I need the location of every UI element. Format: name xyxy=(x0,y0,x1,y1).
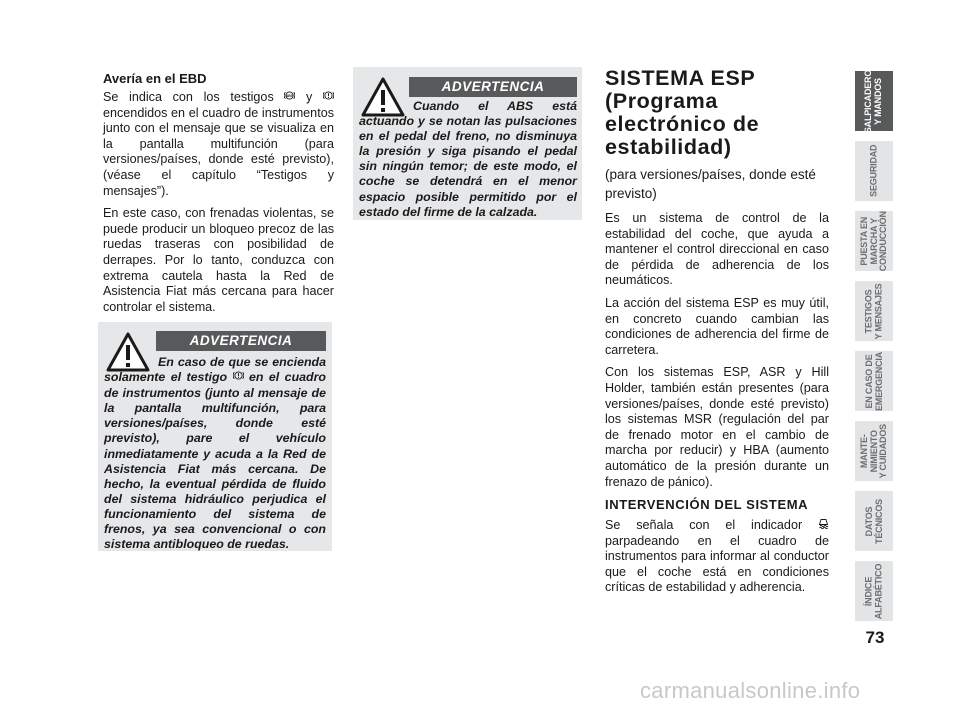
ebd-heading: Avería en el EBD xyxy=(103,71,207,86)
esp-paragraph-2: La acción del sistema ESP es muy útil, en concreto cuando cambian las condiciones de adherencia del firme de carretera. xyxy=(605,295,829,357)
brake-warning-icon xyxy=(233,372,244,384)
warning-box-ebd xyxy=(98,322,332,551)
abs-warning-icon xyxy=(284,90,295,104)
ebd-paragraph-2: En este caso, con frenadas violentas, se puede producir un bloqueo precoz de las ruedas traseras con posibilidad de derrapes. Por lo tanto, conduzca con extrema cautela hasta la Red de Asistencia Fiat más cercana para hacer controlar el sistema. xyxy=(103,206,334,314)
tab-salpicadero-y-mandos[interactable]: SALPICADERO Y MANDOS xyxy=(855,71,893,131)
warning-ebd-text: En caso de que se encienda solamente el testigo en el cuadro de instrumentos (junto al mensaje de la pantalla multifunción, para versiones/países, donde esté previsto), pare el vehículo inmediatamente y acuda a la Red de Asistencia Fiat más cercana. De hecho, la eventual pérdida de fluido del sistema hidráulico perjudica el funcionamiento del sistema de frenos, ya sea convencional o con sistema antibloqueo de ruedas. xyxy=(104,355,326,552)
brake-warning-icon xyxy=(323,90,334,104)
warning-label: ADVERTENCIA xyxy=(409,77,577,97)
svg-text:ABS: ABS xyxy=(286,94,294,98)
tab-en-caso-de-emergencia[interactable]: EN CASO DE EMERGENCIA xyxy=(855,351,893,411)
tab-puesta-en-marcha[interactable]: PUESTA EN MARCHA Y CONDUCCIÓN xyxy=(855,211,893,271)
ebd-failure-section xyxy=(103,71,334,322)
tab-seguridad[interactable]: SEGURIDAD xyxy=(855,141,893,201)
warning-box-abs xyxy=(353,67,582,220)
system-intervention-heading: INTERVENCIÓN DEL SISTEMA xyxy=(605,497,809,513)
tab-indice-alfabetico[interactable]: ÍNDICE ALFABÉTICO xyxy=(855,561,893,621)
warning-abs-text: Cuando el ABS está actuando y se notan las pulsaciones en el pedal del freno, no disminuya la presión y siga pisando el pedal sin ningún temor; de este modo, el coche se detendrá en el menor espacio posible permitido por el estado del firme de la calzada. xyxy=(359,99,577,219)
warning-label: ADVERTENCIA xyxy=(156,331,326,351)
page-number: 73 xyxy=(865,628,885,647)
tab-mantenimiento[interactable]: MANTE- NIMIENTO Y CUIDADOS xyxy=(855,421,893,481)
esp-subtitle: (para versiones/países, donde esté previsto) xyxy=(605,167,816,201)
esp-paragraph-1: Es un sistema de control de la estabilidad del coche, que ayuda a mantener el control direccional en caso de pérdida de adherencia de los neumáticos. xyxy=(605,211,829,288)
esp-paragraph-3: Con los sistemas ESP, ASR y Hill Holder, también están presentes (para versiones/países, donde esté previsto) los sistemas MSR (regulación del par de frenado motor en el cambio de marcha por reducir) y HBA (aumento automático de la presión durante un frenazo de pánico). xyxy=(605,365,829,489)
esp-section xyxy=(605,67,829,603)
esp-paragraph-4: Se señala con el indicador parpadeando en el cuadro de instrumentos para informar al conductor que el coche está en condiciones críticas de estabilidad y adherencia. xyxy=(605,518,829,595)
ebd-paragraph-1: Se indica con los testigos ABS y encendidos en el cuadro de instrumentos junto con el mensaje que se visualiza en la pantalla multifunción (para versiones/países, donde esté previsto), (véase el capítulo “Testigos y mensajes”). xyxy=(103,90,334,198)
tab-testigos-y-mensajes[interactable]: TESTIGOS Y MENSAJES xyxy=(855,281,893,341)
esp-title: SISTEMA ESP (Programa electrónico de estabilidad) xyxy=(605,66,760,159)
esp-indicator-icon xyxy=(818,518,829,532)
tab-datos-tecnicos[interactable]: DATOS TÉCNICOS xyxy=(855,491,893,551)
watermark: carmanualsonline.info xyxy=(640,678,861,703)
